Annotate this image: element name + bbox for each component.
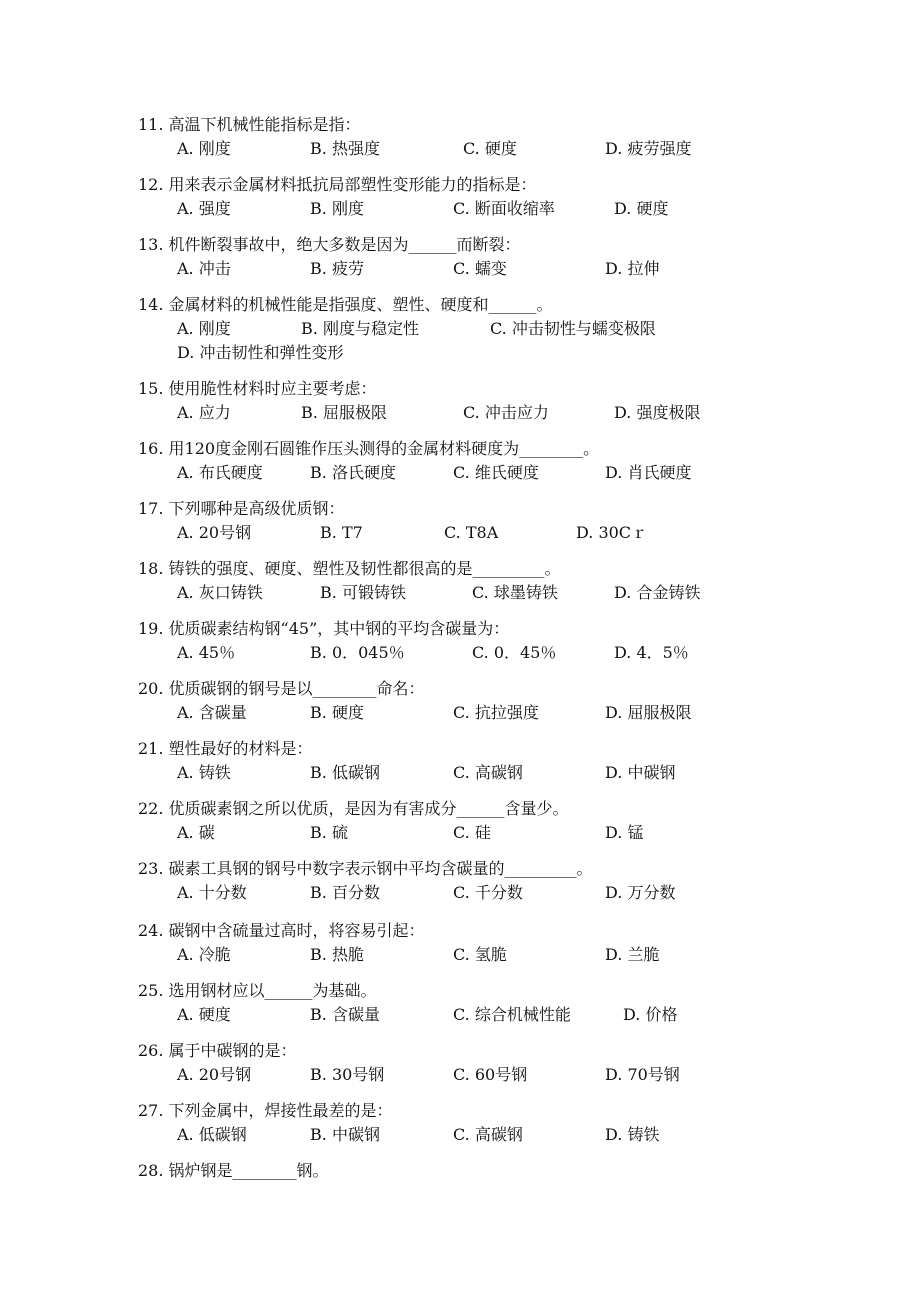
option-a: A. 铸铁: [177, 763, 231, 782]
option-a: A. 十分数: [177, 883, 247, 902]
question-text: 高温下机械性能指标是指：: [168, 115, 361, 134]
option-a: A. 应力: [177, 403, 231, 422]
option-c: C. 球墨铸铁: [472, 583, 558, 602]
option-d: D. 屈服极限: [605, 703, 692, 722]
option-d: D. 30Cｒ: [576, 523, 648, 542]
question-text: 碳素工具钢的钢号中数字表示钢中平均含碳量的_________。: [168, 859, 593, 878]
option-b: B. 热脆: [310, 945, 364, 964]
option-c: C. 综合机械性能: [453, 1005, 571, 1024]
option-b: B. 0．045％: [310, 643, 405, 662]
question-stem: [138, 378, 377, 400]
question-number: 23.: [138, 859, 164, 878]
option-d: D. 中碳钢: [605, 763, 676, 782]
option-c: C. 蠕变: [453, 259, 507, 278]
option-c: C. 高碳钢: [453, 1125, 523, 1144]
question-number: 15.: [138, 379, 164, 398]
question-number: 22.: [138, 799, 164, 818]
question-text: 下列哪种是高级优质钢：: [168, 499, 345, 518]
option-d: D. 万分数: [605, 883, 676, 902]
option-d: D. 铸铁: [605, 1125, 660, 1144]
option-c: C. T8A: [444, 523, 499, 542]
question-number: 12.: [138, 175, 164, 194]
question-stem: [138, 738, 313, 760]
question-text: 属于中碳钢的是：: [168, 1041, 297, 1060]
option-d: D. 4．5％: [614, 643, 689, 662]
option-b: B. 低碳钢: [310, 763, 380, 782]
question-text: 选用钢材应以______为基础。: [168, 981, 377, 1000]
option-c: C. 维氏硬度: [453, 463, 539, 482]
question-stem: [138, 1160, 329, 1182]
question-stem: [138, 678, 425, 700]
option-a: A. 20号钢: [177, 523, 252, 542]
option-a: A. 20号钢: [177, 1065, 252, 1084]
question-number: 13.: [138, 235, 164, 254]
option-a: A. 含碳量: [177, 703, 247, 722]
question-stem: [138, 858, 593, 880]
option-b: B. 百分数: [310, 883, 380, 902]
option-b: B. 洛氏硬度: [310, 463, 396, 482]
question-stem: [138, 798, 569, 820]
option-b: B. 刚度与稳定性: [301, 319, 419, 338]
question-stem: [138, 1040, 297, 1062]
question-number: 19.: [138, 619, 164, 638]
option-d: D. 价格: [623, 1005, 678, 1024]
question-number: 18.: [138, 559, 164, 578]
question-text: 机件断裂事故中，绝大多数是因为______而断裂：: [168, 235, 521, 254]
option-a: A. 冲击: [177, 259, 231, 278]
option-d: D. 强度极限: [614, 403, 701, 422]
question-text: 优质碳素钢之所以优质，是因为有害成分______含量少。: [168, 799, 569, 818]
question-number: 21.: [138, 739, 164, 758]
question-number: 11.: [138, 115, 164, 134]
option-a: A. 低碳钢: [177, 1125, 247, 1144]
option-c: C. 断面收缩率: [453, 199, 555, 218]
question-number: 20.: [138, 679, 164, 698]
option-c: C. 千分数: [453, 883, 523, 902]
question-text: 使用脆性材料时应主要考虑：: [168, 379, 377, 398]
option-a: A. 硬度: [177, 1005, 231, 1024]
question-stem: [138, 438, 599, 460]
option-c: C. 抗拉强度: [453, 703, 539, 722]
question-text: 碳钢中含硫量过高时，将容易引起：: [168, 921, 425, 940]
option-b: B. 硫: [310, 823, 348, 842]
option-c: C. 冲击应力: [463, 403, 549, 422]
option-c: C. 氢脆: [453, 945, 507, 964]
question-stem: [138, 920, 425, 942]
option-b: B. 含碳量: [310, 1005, 380, 1024]
option-a: A. 碳: [177, 823, 215, 842]
question-stem: [138, 558, 561, 580]
option-b: B. 中碳钢: [310, 1125, 380, 1144]
option-d: D. 合金铸铁: [614, 583, 701, 602]
question-text: 铸铁的强度、硬度、塑性及韧性都很高的是_________。: [168, 559, 561, 578]
option-d: D. 疲劳强度: [605, 139, 692, 158]
question-stem: [138, 174, 537, 196]
option-b: B. 屈服极限: [301, 403, 387, 422]
question-text: 用来表示金属材料抵抗局部塑性变形能力的指标是：: [168, 175, 537, 194]
option-b: B. 刚度: [310, 199, 364, 218]
question-stem: [138, 234, 521, 256]
option-c: C. 冲击韧性与蠕变极限: [490, 319, 656, 338]
question-stem: [138, 1100, 393, 1122]
option-a: A. 45％: [177, 643, 236, 662]
option-d: D. 70号钢: [605, 1065, 680, 1084]
question-stem: [138, 618, 509, 640]
question-number: 16.: [138, 439, 164, 458]
option-b: B. T7: [320, 523, 363, 542]
question-text: 优质碳钢的钢号是以________命名：: [168, 679, 425, 698]
option-b: B. 热强度: [310, 139, 380, 158]
option-c: C. 高碳钢: [453, 763, 523, 782]
question-number: 24.: [138, 921, 164, 940]
question-number: 28.: [138, 1161, 164, 1180]
question-text: 金属材料的机械性能是指强度、塑性、硬度和______。: [168, 295, 553, 314]
option-b: B. 疲劳: [310, 259, 364, 278]
question-number: 25.: [138, 981, 164, 1000]
option-a: A. 冷脆: [177, 945, 231, 964]
option-c: C. 0．45％: [472, 643, 557, 662]
question-text: 锅炉钢是________钢。: [168, 1161, 329, 1180]
question-number: 14.: [138, 295, 164, 314]
option-b: B. 硬度: [310, 703, 364, 722]
question-number: 26.: [138, 1041, 164, 1060]
question-text: 塑性最好的材料是：: [168, 739, 313, 758]
question-number: 17.: [138, 499, 164, 518]
option-d: D. 拉伸: [605, 259, 660, 278]
option-b: B. 可锻铸铁: [320, 583, 406, 602]
option-d: D. 肖氏硬度: [605, 463, 692, 482]
question-stem: [138, 980, 377, 1002]
question-stem: [138, 294, 553, 316]
option-a: A. 灰口铸铁: [177, 583, 263, 602]
option-b: B. 30号钢: [310, 1065, 385, 1084]
option-a: A. 布氏硬度: [177, 463, 263, 482]
option-d: D. 硬度: [614, 199, 669, 218]
question-stem: [138, 498, 345, 520]
option-c: C. 60号钢: [453, 1065, 528, 1084]
option-a: A. 刚度: [177, 139, 231, 158]
option-c: C. 硅: [453, 823, 491, 842]
option-a: A. 强度: [177, 199, 231, 218]
question-number: 27.: [138, 1101, 164, 1120]
question-text: 下列金属中，焊接性最差的是：: [168, 1101, 393, 1120]
option-d: D. 兰脆: [605, 945, 660, 964]
option-d: D. 锰: [605, 823, 644, 842]
question-text: 用120度金刚石圆锥作压头测得的金属材料硬度为________。: [168, 439, 600, 458]
option-d: D. 冲击韧性和弹性变形: [177, 343, 344, 362]
question-stem: [138, 114, 361, 136]
question-text: 优质碳素结构钢“45”，其中钢的平均含碳量为：: [168, 619, 510, 638]
option-a: A. 刚度: [177, 319, 231, 338]
option-c: C. 硬度: [463, 139, 517, 158]
